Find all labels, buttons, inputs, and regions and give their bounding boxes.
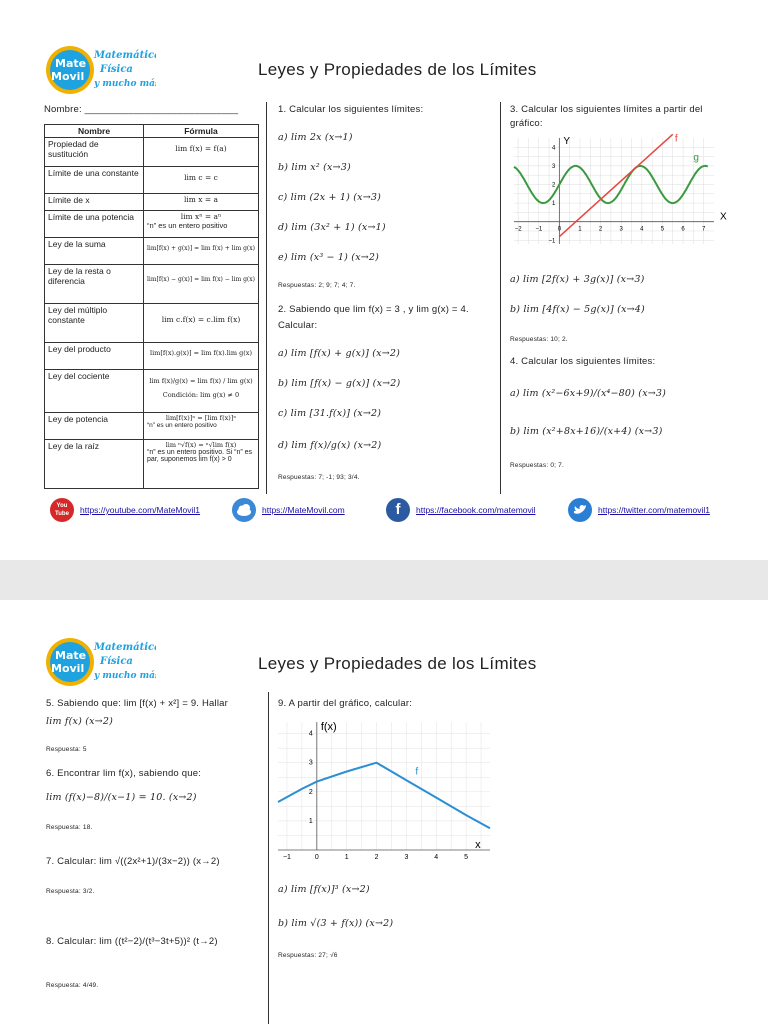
y-tick-label: 1 (308, 817, 313, 825)
q1-item-b: b) lim x² (x→3) (278, 162, 351, 173)
y-tick-label: 3 (552, 163, 556, 170)
website-link[interactable]: https://MateMovil.com (262, 505, 345, 515)
svg-text:y mucho más: y mucho más (94, 671, 156, 681)
q9-graph (274, 714, 494, 862)
q5-line-2: lim f(x) (x→2) (46, 716, 113, 727)
column-divider (268, 692, 269, 1024)
formula-note: Condición: lim g(x) ≠ 0 (162, 391, 240, 399)
y-tick-label: 1 (552, 201, 556, 208)
q3-graph (508, 132, 728, 260)
svg-text:Movil: Movil (51, 70, 85, 83)
formula-text: lim xⁿ = aⁿ (180, 212, 222, 221)
q9-item-a: a) lim [f(x)]³ (x→2) (278, 884, 370, 895)
column-divider (500, 102, 501, 494)
q1-item-e: e) lim (x³ − 1) (x→2) (278, 252, 380, 263)
q2-item-d: d) lim f(x)/g(x) (x→2) (278, 440, 382, 451)
q9-answers: Respuestas: 27; √6 (278, 952, 338, 959)
formula-text: lim[f(x) + g(x)] = lim f(x) + lim g(x) (147, 245, 255, 252)
x-tick-label: 0 (557, 226, 562, 233)
svg-text:Matemática: Matemática (94, 50, 156, 61)
q2-answers: Respuestas: 7; -1; 93; 3/4. (278, 474, 360, 481)
x-tick-label: 2 (598, 226, 603, 233)
page-title: Leyes y Propiedades de los Límites (258, 60, 537, 79)
q2-item-c: c) lim [31.f(x)] (x→2) (278, 408, 382, 419)
law-name: Ley de la resta o diferencia (45, 265, 144, 304)
formula-text: lim c.f(x) = c.lim f(x) (161, 315, 241, 324)
svg-text:Mate: Mate (55, 57, 87, 70)
q9-item-b: b) lim √(3 + f(x)) (x→2) (278, 918, 394, 929)
twitter-link[interactable]: https://twitter.com/matemovil1 (598, 505, 710, 515)
x-tick-label: 4 (640, 226, 644, 233)
table-row (45, 343, 259, 370)
series-f-label: f (674, 133, 678, 145)
q2-title: 2. Sabiendo que lim f(x) = 3 , y lim g(x) = 4. (278, 304, 469, 315)
q9-title: 9. A partir del gráfico, calcular: (278, 698, 413, 709)
law-formula (144, 211, 259, 238)
y-tick-label: 4 (308, 730, 313, 738)
cloud-icon (232, 498, 256, 522)
x-tick-label: 2 (374, 854, 379, 861)
law-name: Ley del producto (45, 343, 144, 370)
q1-title: 1. Calcular los siguientes límites: (278, 104, 424, 115)
table-row (45, 194, 259, 211)
table-row (45, 138, 259, 167)
svg-text:Física: Física (100, 656, 133, 667)
youtube-link[interactable]: https://youtube.com/MateMovil1 (80, 505, 201, 515)
law-formula (144, 304, 259, 343)
q2-title-2: Calcular: (278, 320, 318, 331)
table-row (45, 370, 259, 413)
svg-text:Mate: Mate (55, 649, 87, 662)
x-axis-label: x (475, 839, 481, 851)
formula-text: lim ⁿ√f(x) = ⁿ√lim f(x) (165, 441, 237, 449)
table-header-row (45, 125, 259, 138)
q4-item-a: a) lim (x²−6x+9)/(x⁴−80) (x→3) (510, 388, 667, 399)
y-tick-label: 3 (308, 759, 313, 767)
y-tick-label: 4 (552, 145, 556, 152)
table-row (45, 304, 259, 343)
formula-note: “n” es un entero positivo (147, 422, 217, 429)
q1-item-c: c) lim (2x + 1) (x→3) (278, 192, 382, 203)
series-g-label: g (693, 152, 699, 164)
y-tick-label: −1 (548, 238, 556, 245)
law-name: Ley de potencia (45, 413, 144, 440)
formula-note: “n” es un entero positivo (147, 221, 228, 230)
limit-laws-table (44, 124, 259, 489)
formula-text: lim[f(x) − g(x)] = lim f(x) − lim g(x) (147, 276, 255, 283)
svg-text:y mucho más: y mucho más (94, 79, 156, 89)
x-tick-label: 6 (681, 226, 685, 233)
q8-answers: Respuesta: 4/49. (46, 982, 99, 989)
law-name: Límite de x (45, 194, 144, 211)
series-f-label: f (415, 766, 419, 778)
q2-item-a: a) lim [f(x) + g(x)] (x→2) (278, 348, 401, 359)
x-tick-label: −1 (282, 854, 291, 861)
matemovil-logo (44, 44, 156, 96)
law-formula (144, 238, 259, 265)
svg-text:Física: Física (100, 64, 133, 75)
q6-line-2: lim (f(x)−8)/(x−1) = 10. (x→2) (46, 792, 197, 803)
law-name: Ley de la suma (45, 238, 144, 265)
q1-item-a: a) lim 2x (x→1) (278, 132, 353, 143)
worksheet-page-2 (0, 600, 768, 1024)
x-axis-label: X (720, 211, 727, 223)
q8-title: 8. Calcular: lim ((t²−2)/(t³−3t+5))² (t→2) (46, 936, 218, 947)
q3-item-a: a) lim [2f(x) + 3g(x)] (x→3) (510, 274, 645, 285)
formula-note: “n” es un entero positivo. Si “n” es par, suponemos lim f(x) > 0 (147, 449, 253, 463)
law-name: Ley del cociente (45, 370, 144, 413)
facebook-icon: f (386, 498, 410, 522)
law-formula (144, 265, 259, 304)
youtube-icon: You Tube (50, 498, 74, 522)
law-name: Ley del múltiplo constante (45, 304, 144, 343)
formula-text: lim c = c (184, 173, 218, 182)
q3-item-b: b) lim [4f(x) − 5g(x)] (x→4) (510, 304, 645, 315)
law-name: Propiedad de sustitución (45, 138, 144, 167)
law-name: Límite de una potencia (45, 211, 144, 238)
y-tick-label: 2 (308, 788, 313, 796)
y-axis-label: f(x) (320, 721, 337, 733)
q5-title: 5. Sabiendo que: lim [f(x) + x²] = 9. Hallar (46, 698, 228, 709)
q4-title: 4. Calcular los siguientes límites: (510, 356, 656, 367)
x-tick-label: −1 (535, 226, 543, 233)
x-tick-label: 5 (660, 226, 665, 233)
law-formula (144, 413, 259, 440)
formula-text: lim f(x) = f(a) (175, 144, 227, 153)
law-formula (144, 370, 259, 413)
twitter-icon (568, 498, 592, 522)
q5-answers: Respuesta: 5 (46, 746, 87, 753)
q7-title: 7. Calcular: lim √((2x²+1)/(3x−2)) (x→2) (46, 856, 220, 867)
x-tick-label: 7 (702, 226, 706, 233)
x-tick-label: 1 (578, 226, 582, 233)
q6-title: 6. Encontrar lim f(x), sabiendo que: (46, 768, 202, 779)
matemovil-logo (44, 636, 156, 688)
table-row (45, 265, 259, 304)
formula-text: lim[f(x)]ⁿ = [lim f(x)]ⁿ (165, 414, 237, 422)
law-formula (144, 343, 259, 370)
formula-text: lim[f(x).g(x)] = lim f(x).lim g(x) (150, 349, 252, 357)
y-tick-label: 2 (552, 182, 556, 189)
series-f-line (559, 134, 672, 236)
table-row (45, 413, 259, 440)
q4-item-b: b) lim (x²+8x+16)/(x+4) (x→3) (510, 426, 663, 437)
q4-answers: Respuestas: 0; 7. (510, 462, 564, 469)
table-row (45, 167, 259, 194)
table-row (45, 211, 259, 238)
column-divider (266, 102, 267, 494)
svg-text:Movil: Movil (51, 662, 85, 675)
x-tick-label: 4 (434, 854, 439, 861)
x-tick-label: 3 (619, 226, 623, 233)
table-header-formula: Fórmula (144, 125, 259, 138)
x-tick-label: 0 (314, 854, 319, 861)
table-header-nombre: Nombre (45, 125, 144, 138)
law-name: Límite de una constante (45, 167, 144, 194)
law-formula (144, 138, 259, 167)
table-row (45, 440, 259, 489)
q1-answers: Respuestas: 2; 9; 7; 4; 7. (278, 282, 356, 289)
x-tick-label: 1 (344, 854, 349, 861)
law-name: Ley de la raíz (45, 440, 144, 489)
law-formula: lim x = a (144, 194, 259, 211)
facebook-link[interactable]: https://facebook.com/matemovil (416, 505, 536, 515)
x-tick-label: −2 (514, 226, 522, 233)
x-tick-label: 5 (464, 854, 469, 861)
q3-title-2: gráfico: (510, 118, 543, 129)
q7-answers: Respuesta: 3/2. (46, 888, 95, 895)
formula-text: lim f(x)/g(x) = lim f(x) / lim g(x) (149, 377, 253, 385)
q3-answers: Respuestas: 10; 2. (510, 336, 568, 343)
x-tick-label: 3 (404, 854, 409, 861)
table-row (45, 238, 259, 265)
q3-title: 3. Calcular los siguientes límites a partir del (510, 104, 703, 115)
q2-item-b: b) lim [f(x) − g(x)] (x→2) (278, 378, 401, 389)
q6-answers: Respuesta: 18. (46, 824, 93, 831)
law-formula (144, 167, 259, 194)
page-title: Leyes y Propiedades de los Límites (258, 654, 537, 673)
nombre-field-label: Nombre: ____________________________ (44, 104, 239, 115)
svg-text:Matemática: Matemática (94, 642, 156, 653)
law-formula (144, 440, 259, 489)
y-axis-label: Y (563, 136, 571, 147)
q1-item-d: d) lim (3x² + 1) (x→1) (278, 222, 386, 233)
